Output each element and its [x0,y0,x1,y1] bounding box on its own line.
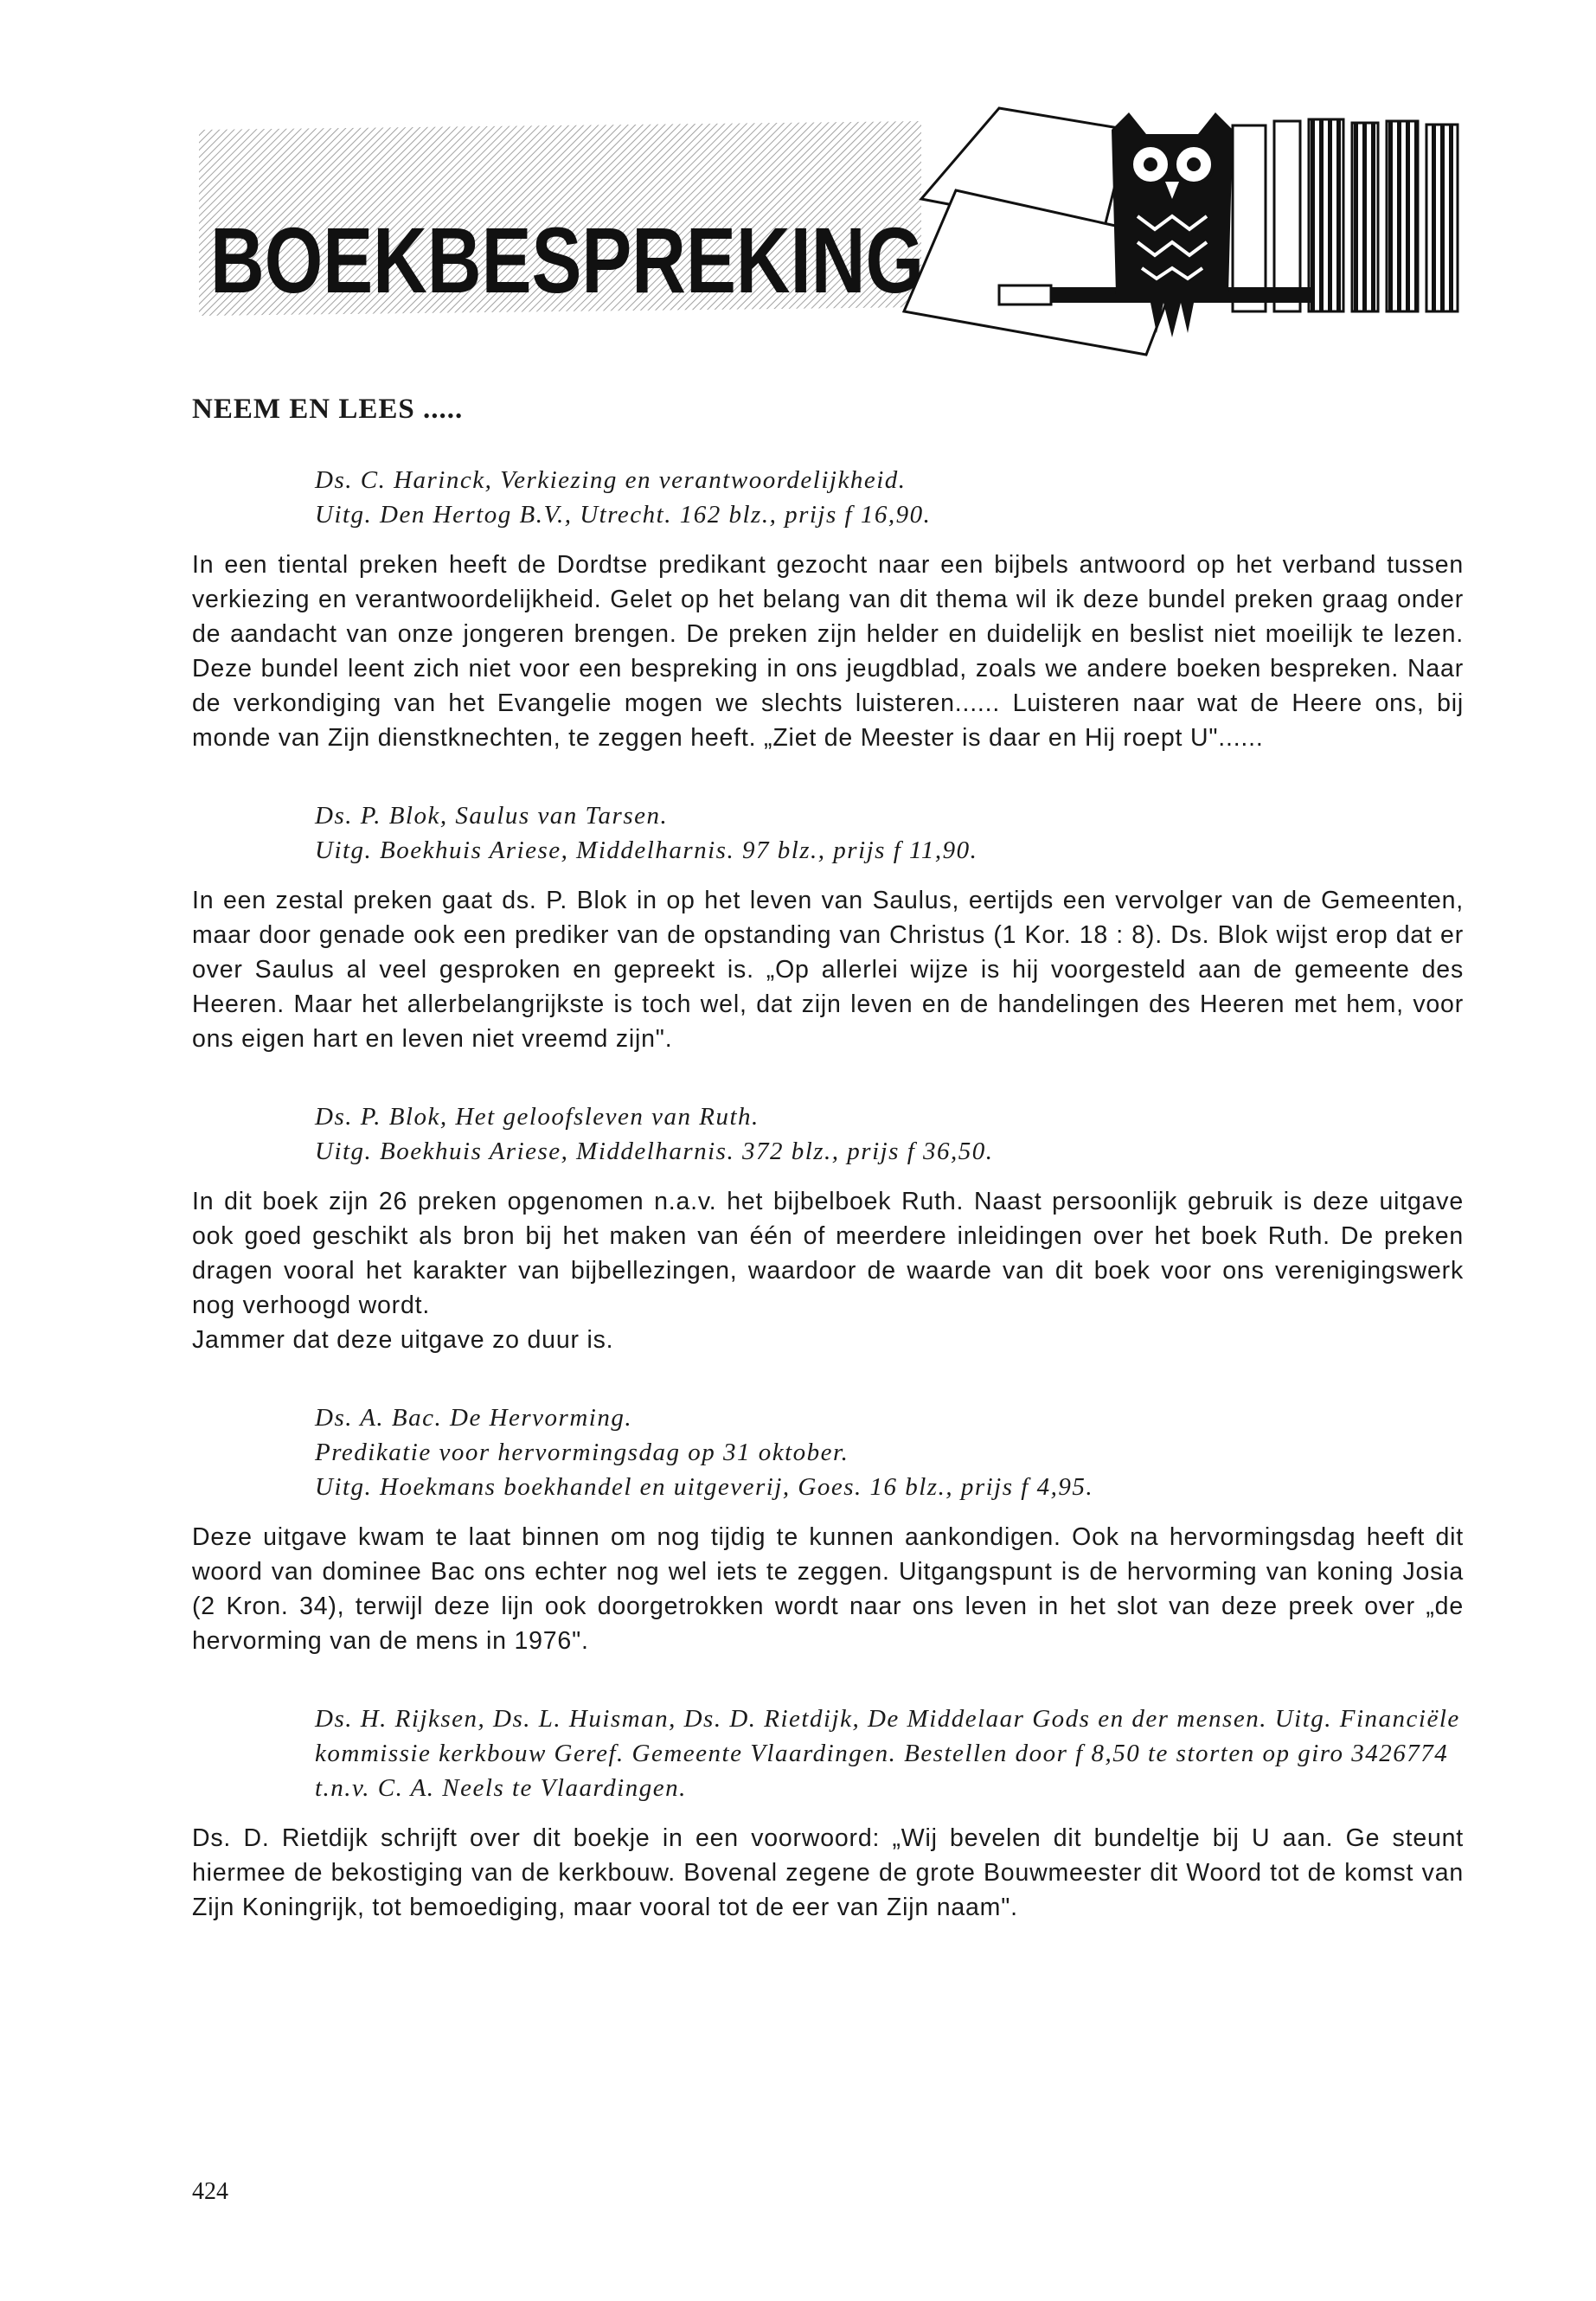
book-reference [192,463,1464,532]
section-title: NEEM EN LEES ..... [192,394,464,425]
book-reference-line: Ds. P. Blok, Saulus van Tarsen. [315,802,669,830]
book-review [192,1400,1464,1658]
book-reference [192,1099,1464,1169]
review-text: In een tiental preken heeft de Dordtse predikant gezocht naar een bijbels antwoord op het verband tussen verkiezing en verantwoordelijkheid. Gelet op het belang van dit thema wil ik deze bundel preken graag onder de aandacht van onze jongeren brengen. De preken zijn helder en duidelijk en beslist niet moeilijk te lezen. Deze bundel leent zich niet voor een bespreking in ons jeugdblad, zoals we andere boeken bespreken. Naar de verkondiging van het Evangelie mogen we slechts luisteren...... Luisteren naar wat de Heere ons, bij monde van Zijn dienstknechten, te zeggen heeft. „Ziet de Meester is daar en Hij roept U"...... [192,551,1464,752]
book-review [192,1099,1464,1357]
book-reference-line: Ds. C. Harinck, Verkiezing en verantwoordelijkheid. [315,466,907,494]
banner-graphic [195,95,1466,372]
book-review [192,463,1464,755]
book-reference [192,798,1464,868]
book-reference-line: Uitg. Boekhuis Ariese, Middelharnis. 97 blz., prijs f 11,90. [315,836,978,864]
book-reference-line: Predikatie voor hervormingsdag op 31 oktober. [315,1439,849,1466]
review-closing-remark: Jammer dat deze uitgave zo duur is. [192,1326,614,1354]
book-reference-line: Ds. P. Blok, Het geloofsleven van Ruth. [315,1103,760,1131]
book-review [192,1702,1464,1925]
book-reference-line: Uitg. Boekhuis Ariese, Middelharnis. 372 blz., prijs f 36,50. [315,1138,994,1165]
reviews-list [192,463,1464,1968]
review-text: Deze uitgave kwam te laat binnen om nog tijdig te kunnen aankondigen. Ook na hervormingsdag heeft dit woord van dominee Bac ons echter nog wel iets te zeggen. Uitgangspunt is de hervorming van koning Josia (2 Kron. 34), terwijl deze lijn ook doorgetrokken wordt naar ons leven in het slot van deze preek over „de hervorming van de mens in 1976". [192,1523,1464,1655]
book-reference [192,1400,1464,1504]
review-text: In een zestal preken gaat ds. P. Blok in op het leven van Saulus, eertijds een vervolger van de Gemeenten, maar door genade ook een prediker van de opstanding van Christus (1 Kor. 18 : 8). Ds. Blok wijst erop dat er over Saulus al veel gesproken en gepreekt is. „Op allerlei wijze is hij voorgesteld aan de gemeente des Heeren. Maar het allerbelangrijkste is toch wel, dat zijn leven en de handelingen des Heeren met hem, voor ons eigen hart en leven niet vreemd zijn". [192,887,1464,1053]
review-text: Ds. D. Rietdijk schrijft over dit boekje in een voorwoord: „Wij bevelen dit bundeltje bij U aan. Ge steunt hiermee de bekostiging van de kerkbouw. Bovenal zegene de grote Bouwmeester dit Woord tot de komst van Zijn Koningrijk, tot bemoediging, maar vooral tot de eer van Zijn naam". [192,1824,1464,1921]
review-text: In dit boek zijn 26 preken opgenomen n.a.v. het bijbelboek Ruth. Naast persoonlijk gebruik is deze uitgave ook goed geschikt als bron bij het maken van één of meerdere inleidingen over het boek Ruth. De preken dragen vooral het karakter van bijbellezingen, waardoor de waarde van dit boek voor ons verenigingswerk nog verhoogd wordt. [192,1188,1464,1319]
book-reference-line: Ds. A. Bac. De Hervorming. [315,1404,633,1432]
book-review [192,798,1464,1056]
banner-title: BOEKBESPREKING [210,208,924,312]
book-reference [192,1702,1464,1805]
book-reference-line: Ds. H. Rijksen, Ds. L. Huisman, Ds. D. Rietdijk, De Middelaar Gods en der mensen. Uitg. Financiële kommissie kerkbouw Geref. Gemeente Vlaardingen. Bestellen door f 8,50 te storten op giro 3426774 t.n.v. C. A. Neels te Vlaardingen. [315,1705,1460,1802]
header-banner [195,95,1466,372]
book-reference-line: Uitg. Hoekmans boekhandel en uitgeverij, Goes. 16 blz., prijs f 4,95. [315,1473,1094,1501]
books-icon [1233,119,1458,311]
book-reference-line: Uitg. Den Hertog B.V., Utrecht. 162 blz., prijs f 16,90. [315,501,932,529]
page-number: 424 [192,2178,228,2205]
